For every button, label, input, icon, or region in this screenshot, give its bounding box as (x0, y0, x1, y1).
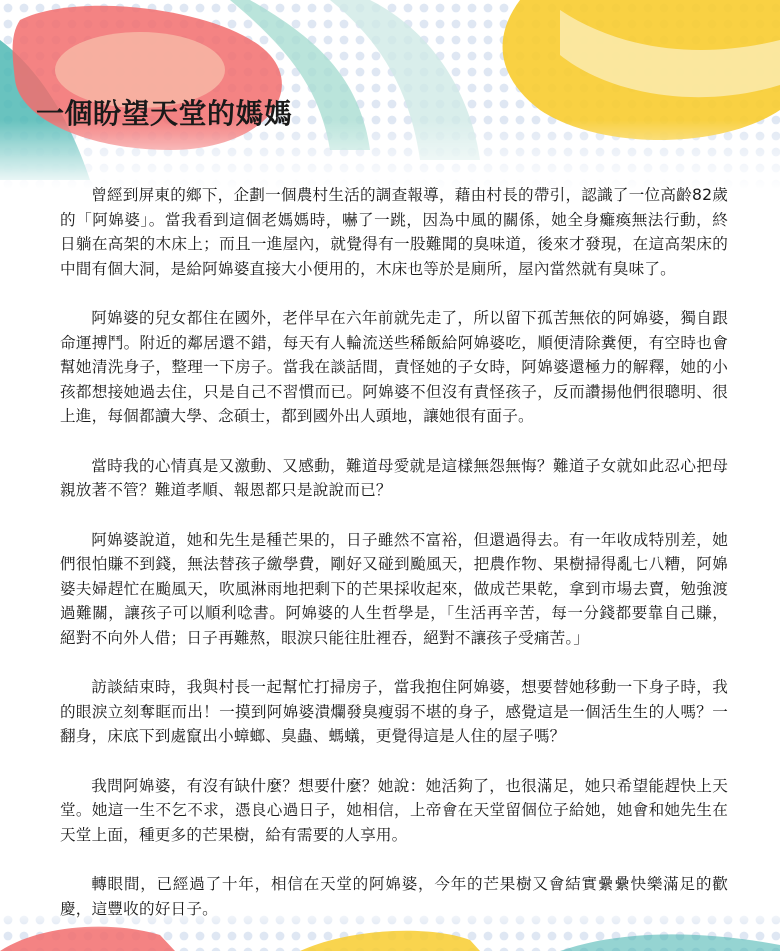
paragraph: 我問阿婂婆，有沒有缺什麼？想要什麼？她說：她活夠了，也很滿足，她只希望能趕快上天堂。她這一生不乞不求，憑良心過日子，她相信，上帝會在天堂留個位子給她，她會和她先生在天堂上面，種更多的芒果樹，給有需要的人享用。 (60, 776, 728, 844)
paragraph: 阿婂婆的兒女都住在國外，老伴早在六年前就先走了，所以留下孤苦無依的阿婂婆，獨自跟命運搏鬥。附近的鄰居還不錯，每天有人輪流送些稀飯給阿婂婆吃，順便清除糞便，有空時也會幫她清洗身子，整理一下房子。當我在談話間，責怪她的子女時，阿婂婆還極力的解釋，她的小孩都想接她過去住，只是自己不習慣而已。阿婂婆不但沒有責怪孩子，反而讚揚他們很聰明、很上進，每個都讀大學、念碩士，都到國外出人頭地，讓她很有面子。 (60, 309, 728, 425)
paragraph: 訪談結束時，我與村長一起幫忙打掃房子，當我抱住阿婂婆，想要替她移動一下身子時，我的眼淚立刻奪眶而出！一摸到阿婂婆潰爛發臭瘦弱不堪的身子，感覺這是一個活生生的人嗎？一翻身，床底下到處竄出小蟑螂、臭蟲、螞蟻，更覺得這是人住的屋子嗎？ (60, 678, 728, 745)
paragraph: 當時我的心情真是又激動、又感動，難道母愛就是這樣無怨無悔？難道子女就如此忍心把母親放著不管？難道孝順、報恩都只是說說而已？ (60, 456, 728, 499)
paragraph: 曾經到屏東的鄉下，企劃一個農村生活的調查報導，藉由村長的帶引，認識了一位高齡82歲的「阿婂婆」。當我看到這個老媽媽時，嚇了一跳，因為中風的關係，她全身癱瘓無法行動，終日躺在高架的木床上；而且一進屋內，就覺得有一股難聞的臭味道，後來才發現，在這高架床的中間有個大洞，是給阿婂婆直接大小便用的，木床也等於是廁所，屋內當然就有臭味了。 (60, 186, 728, 278)
paragraph: 阿婂婆說道，她和先生是種芒果的，日子雖然不富裕，但還過得去。有一年收成特別差，她們很怕賺不到錢，無法替孩子繳學費，剛好又碰到颱風天，把農作物、果樹掃得亂七八糟，阿婂婆夫婦趕忙在颱風天，吹風淋雨地把剩下的芒果採收起來，做成芒果乾，拿到市場去賣，勉強渡過難關，讓孩子可以順利唸書。阿婂婆的人生哲學是，「生活再辛苦，每一分錢都要靠自己賺，絕對不向外人借；日子再難熬，眼淚只能往肚裡吞，絕對不讓孩子受痛苦。」 (60, 530, 728, 647)
article-body (60, 183, 728, 946)
article-title: 一個盼望天堂的媽媽 (36, 97, 293, 130)
paragraph: 轉眼間，已經過了十年，相信在天堂的阿婂婆，今年的芒果樹又會結實纍纍快樂滿足的歡慶，這豐收的好日子。 (60, 875, 728, 918)
